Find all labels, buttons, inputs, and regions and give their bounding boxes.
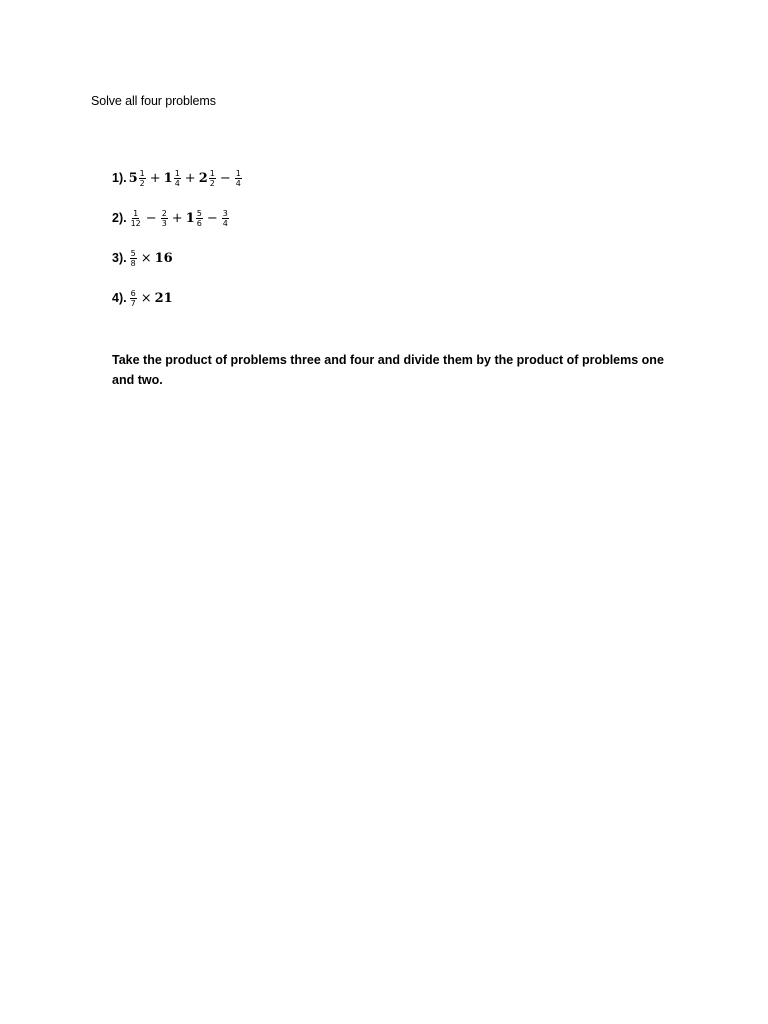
fraction-numerator: 5 xyxy=(130,248,136,258)
fraction-denominator: 7 xyxy=(130,298,136,308)
problem-expression xyxy=(129,289,173,308)
operator: × xyxy=(140,290,152,306)
whole-number: 1 xyxy=(163,170,173,186)
problem-2 xyxy=(112,198,243,238)
problem-3 xyxy=(112,238,243,278)
fraction-numerator: 2 xyxy=(161,208,167,218)
whole-number: 21 xyxy=(154,290,173,306)
page-heading: Solve all four problems xyxy=(91,94,216,108)
fraction xyxy=(130,289,137,308)
problem-label: 2). xyxy=(112,211,127,225)
problem-1 xyxy=(112,158,243,198)
operator: − xyxy=(219,170,231,186)
operator: + xyxy=(171,210,183,226)
fraction xyxy=(130,249,137,268)
fraction xyxy=(196,209,203,228)
fraction-denominator: 3 xyxy=(161,218,167,228)
fraction-numerator: 6 xyxy=(130,288,136,298)
fraction xyxy=(139,169,146,188)
operator: + xyxy=(149,170,161,186)
fraction xyxy=(130,209,142,228)
fraction xyxy=(235,169,242,188)
instruction-text: Take the product of problems three and four and divide them by the product of problems one and two. xyxy=(112,353,664,387)
fraction-numerator: 3 xyxy=(222,208,228,218)
fraction-numerator: 1 xyxy=(209,168,215,178)
fraction xyxy=(222,209,229,228)
fraction-numerator: 1 xyxy=(139,168,145,178)
fraction-denominator: 8 xyxy=(130,258,136,268)
fraction-denominator: 4 xyxy=(235,178,241,188)
problem-label: 3). xyxy=(112,251,127,265)
whole-number: 2 xyxy=(198,170,208,186)
fraction-denominator: 6 xyxy=(196,218,202,228)
fraction-denominator: 4 xyxy=(222,218,228,228)
fraction-numerator: 5 xyxy=(196,208,202,218)
fraction xyxy=(209,169,216,188)
operator: × xyxy=(140,250,152,266)
problem-list xyxy=(112,158,243,318)
problem-expression xyxy=(129,169,243,188)
whole-number: 16 xyxy=(154,250,173,266)
problem-expression xyxy=(129,209,230,228)
problem-label: 1). xyxy=(112,171,127,185)
fraction-numerator: 1 xyxy=(133,208,139,218)
whole-number: 1 xyxy=(185,210,195,226)
fraction-denominator: 2 xyxy=(209,178,215,188)
problem-expression xyxy=(129,249,173,268)
fraction-denominator: 4 xyxy=(174,178,180,188)
problem-label: 4). xyxy=(112,291,127,305)
whole-number: 5 xyxy=(128,170,138,186)
fraction-denominator: 2 xyxy=(139,178,145,188)
operator: + xyxy=(184,170,196,186)
operator: − xyxy=(206,210,218,226)
fraction xyxy=(174,169,181,188)
problem-4 xyxy=(112,278,243,318)
fraction xyxy=(161,209,168,228)
fraction-numerator: 1 xyxy=(174,168,180,178)
fraction-denominator: 12 xyxy=(130,218,141,228)
operator: − xyxy=(145,210,157,226)
fraction-numerator: 1 xyxy=(235,168,241,178)
